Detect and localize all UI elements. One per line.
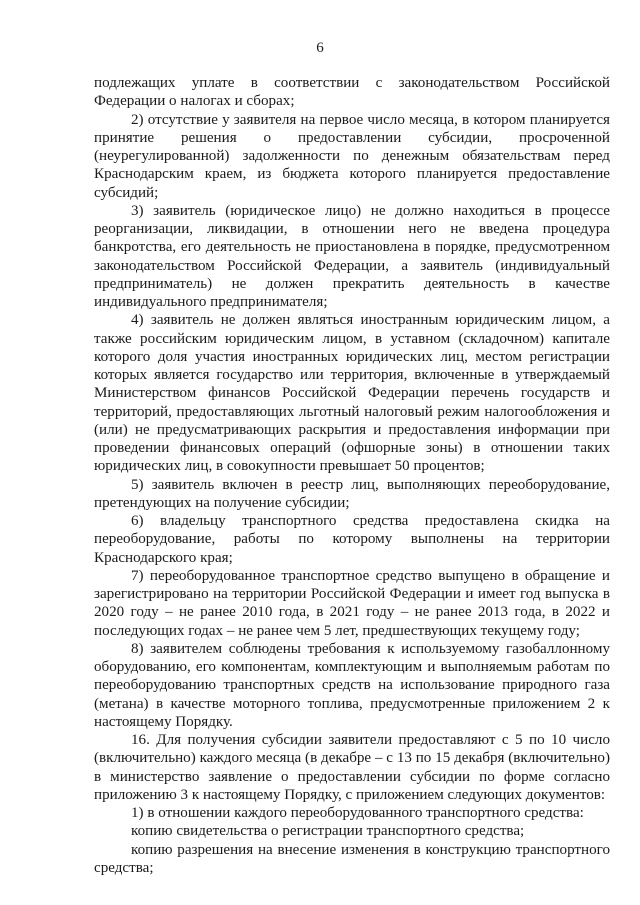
paragraph-item-4: 4) заявитель не должен являться иностранным юридическим лицом, а также российским юридическим лицом, в уставном (складочном) капитале которого доля участия иностранных юридических лиц, местом регистрации которых является государство или территория, включенные в утверждаемый Министерством финансов Российской Федерации перечень государств и территорий, предоставляющих льготный налоговый режим налогообложения и (или) не предусматривающих раскрытия и предоставления информации при проведении финансовых операций (офшорные зоны) в отношении таких юридических лиц, в совокупности превышает 50 процентов;: [94, 312, 610, 475]
paragraph-continuation: подлежащих уплате в соответствии с законодательством Российской Федерации о налогах и сборах;: [94, 75, 610, 110]
paragraph-item-2: 2) отсутствие у заявителя на первое число месяца, в котором планируется принятие решения о предоставлении субсидии, просроченной (неурегулированной) задолженности по денежным обязательствам перед Краснодарским краем, из бюджета которого планируется предоставление субсидий;: [94, 111, 610, 201]
paragraph-doc-registration: копию свидетельства о регистрации транспортного средства;: [131, 823, 525, 840]
paragraph-item-5: 5) заявитель включен в реестр лиц, выполняющих переоборудование, претендующих на получение субсидии;: [94, 476, 610, 511]
paragraph-item-6: 6) владельцу транспортного средства предоставлена скидка на переоборудование, работы по которому выполнены на территории Краснодарского края;: [94, 513, 610, 566]
paragraph-item-3: 3) заявитель (юридическое лицо) не должно находиться в процессе реорганизации, ликвидации, в отношении него не введена процедура банкротства, его деятельность не приостановлена в порядке, предусмотренном законодательством Российской Федерации, а заявитель (индивидуальный предприниматель) не должен прекратить деятельность в качестве индивидуального предпринимателя;: [94, 202, 610, 310]
paragraph-doc-permission: копию разрешения на внесение изменения в конструкцию транспортного средства;: [94, 841, 610, 876]
paragraph-item-7: 7) переоборудованное транспортное средство выпущено в обращение и зарегистрировано на территории Российской Федерации и имеет год выпуска в 2020 году – не ранее 2010 года, в 2021 году – не ранее 2013 года, в 2022 и последующих годах – не ранее чем 5 лет, предшествующих текущему году;: [94, 567, 610, 639]
page-number: 6: [316, 40, 324, 56]
paragraph-section-16: 16. Для получения субсидии заявители предоставляют с 5 по 10 число (включительно) каждого месяца (в декабре – с 13 по 15 декабря (включительно) в министерство заявление о предоставлении субсидии по форме согласно приложению 3 к настоящему Порядку, с приложением следующих документов:: [94, 732, 610, 803]
document-body: [94, 74, 610, 877]
paragraph-item-8: 8) заявителем соблюдены требования к используемому газобаллонному оборудованию, его компонентам, комплектующим и выполняемым работам по переоборудованию транспортных средств на использование природного газа (метана) в качестве моторного топлива, предусмотренные приложением 2 к настоящему Порядку.: [94, 640, 610, 730]
paragraph-subitem-1: 1) в отношении каждого переоборудованного транспортного средства:: [131, 805, 584, 821]
